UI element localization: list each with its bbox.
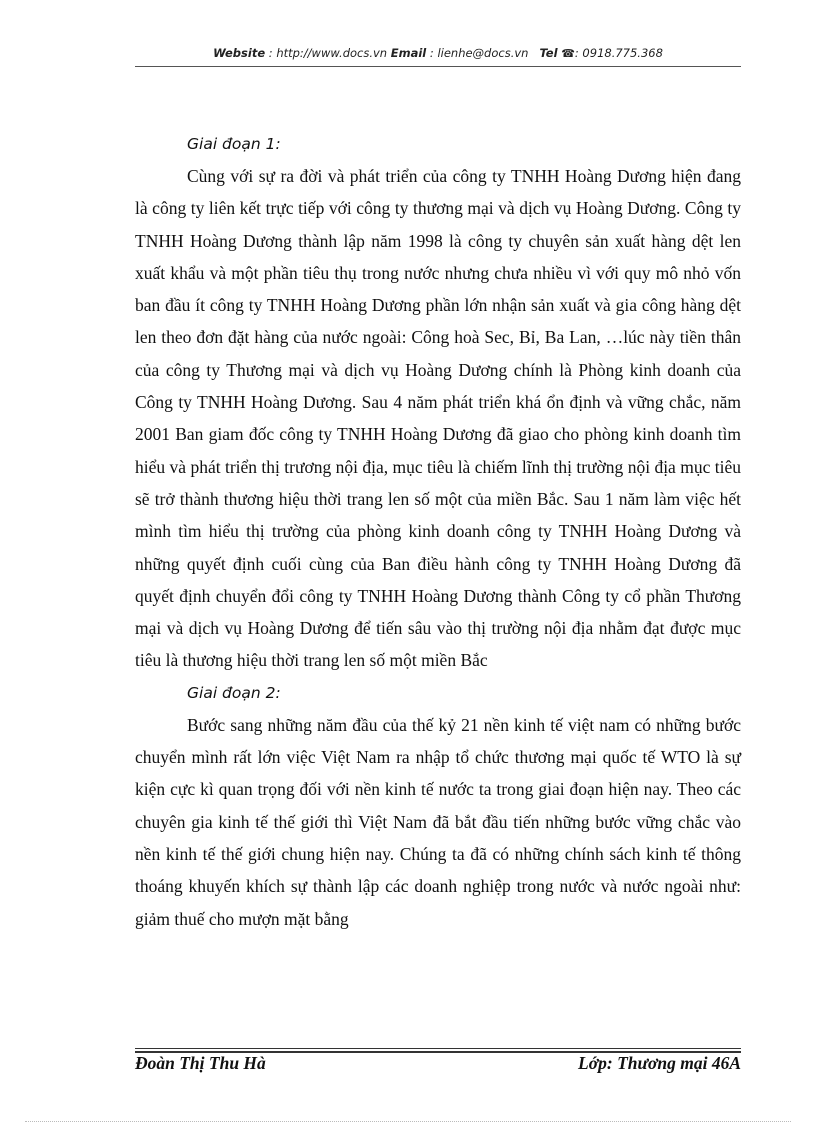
website-label: Website — [213, 46, 266, 60]
footer-rule-thin — [135, 1048, 741, 1049]
website-url[interactable]: http://www.docs.vn — [276, 46, 388, 60]
phone-icon: ☎ — [561, 47, 575, 60]
section-1-heading: Giai đoạn 1: — [187, 135, 281, 153]
header-rule — [135, 66, 741, 67]
email-separator: : — [426, 46, 438, 60]
page-footer — [135, 1053, 741, 1079]
footer-author: Đoàn Thị Thu Hà — [135, 1053, 266, 1073]
section-2-heading: Giai đoạn 2: — [187, 683, 281, 702]
tel-label: Tel — [539, 46, 558, 60]
section-1-paragraph: Cùng với sự ra đời và phát triển của công ty TNHH Hoàng Dương hiện đang là công ty liên kết trực tiếp với công ty thương mại và dịch vụ Hoàng Dương. Công ty TNHH Hoàng Dương thành lập năm 1998 là công ty chuyên sản xuất hàng dệt len xuất khẩu và một phần tiêu thụ trong nước nhưng chưa nhiều vì với quy mô nhỏ vốn ban đầu ít công ty TNHH Hoàng Dương phần lớn nhận sản xuất và gia công hàng dệt len theo đơn đặt hàng của nước ngoài: Công hoà Sec, Bỉ, Ba Lan, …lúc này tiền thân của công ty Thương mại và dịch vụ Hoàng Dương chính là Phòng kinh doanh của Công ty TNHH Hoàng Dương. Sau 4 năm phát triển khá ổn định và vững chắc, năm 2001 Ban giam đốc công ty TNHH Hoàng Dương đã giao cho phòng kinh doanh tìm hiểu và phát triển thị trương nội địa, mục tiêu là chiếm lĩnh thị trường nội địa mục tiêu sẽ trở thành thương hiệu thời trang len số một của miền Bắc. Sau 1 năm làm việc hết mình tìm hiểu thị trường của phòng kinh doanh công ty TNHH Hoàng Dương và những quyết định cuối cùng của Ban điều hành công ty TNHH Hoàng Dương đã quyết định chuyển đổi công ty TNHH Hoàng Dương thành Công ty cổ phần Thương mại và dịch vụ Hoàng Dương để tiến sâu vào thị trường nội địa nhằm đạt được mục tiêu là thương hiệu thời trang len số một miền Bắc — [135, 166, 741, 671]
email-value[interactable]: lienhe@docs.vn — [437, 46, 529, 60]
page-bottom-border — [25, 1121, 791, 1122]
document-body — [135, 128, 741, 935]
footer-class: Lớp: Thương mại 46A — [578, 1053, 741, 1073]
tel-value: : 0918.775.368 — [574, 46, 663, 60]
email-label: Email — [390, 46, 427, 60]
page-header — [135, 46, 741, 68]
section-2-paragraph: Bước sang những năm đầu của thế kỷ 21 nền kinh tế việt nam có những bước chuyển mình rất lớn việc Việt Nam ra nhập tổ chức thương mại quốc tế WTO là sự kiện cực kì quan trọng đối với nền kinh tế nước ta trong giai đoạn hiện nay. Theo các chuyên gia kinh tế thế giới thì Việt Nam đã bắt đầu tiến những bước vững chắc vào nền kinh tế thế giới chung hiện nay. Chúng ta đã có những chính sách kinh tế thông thoáng khuyến khích sự thành lập các doanh nghiệp trong nước và nước ngoài như: giảm thuế cho mượn mặt bằng — [135, 714, 741, 929]
website-separator: : — [265, 46, 277, 60]
